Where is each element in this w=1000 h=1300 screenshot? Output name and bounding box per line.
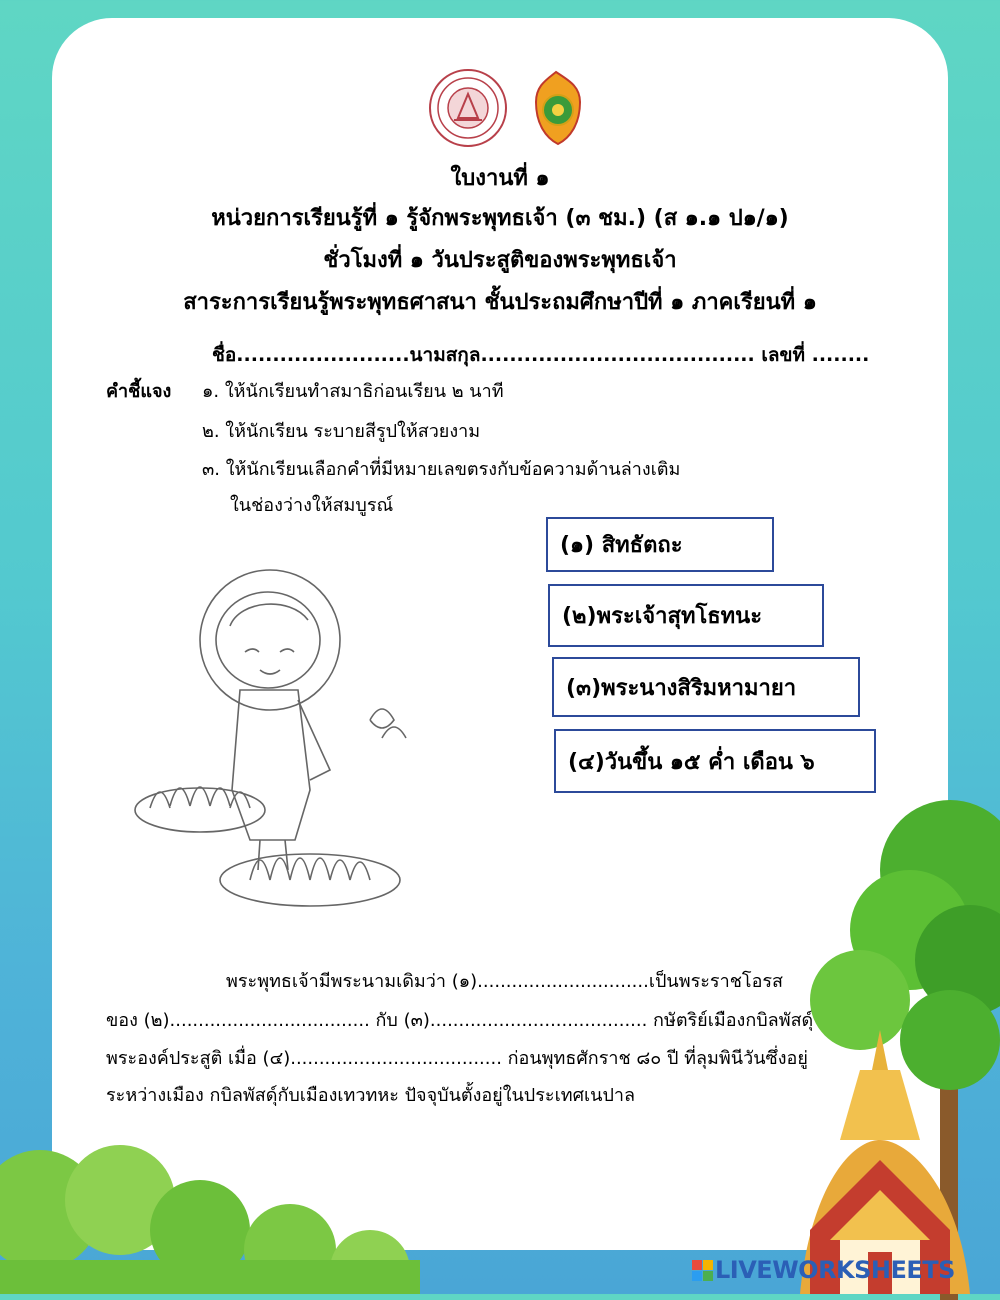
subject-title: สาระการเรียนรู้พระพุทธศาสนา ชั้นประถมศึกษาปีที่ ๑ ภาคเรียนที่ ๑	[183, 290, 817, 315]
baby-buddha-coloring-image	[120, 540, 430, 920]
direction-item: ๓. ให้นักเรียนเลือกคำที่มีหมายเลขตรงกับข้อความด้านล่างเติม	[202, 459, 681, 480]
answer-box-1[interactable]: (๑) สิทธัตถะ	[546, 517, 774, 572]
direction-item: ในช่องว่างให้สมบูรณ์	[230, 495, 394, 516]
school-logos	[428, 68, 588, 148]
passage-line: ระหว่างเมือง กบิลพัสดุ์กับเมืองเทวทหะ ปัจจุบันตั้งอยู่ในประเทศเนปาล	[106, 1085, 636, 1106]
passage-line: พระองค์ประสูติ เมื่อ (๔)..................................... ก่อนพุทธศักราช ๘๐ ปี ที่ลุมพินีวันซึ่งอยู่	[106, 1048, 808, 1069]
worksheet-title: ใบงานที่ ๑	[450, 166, 550, 191]
direction-item: ๑. ให้นักเรียนทำสมาธิก่อนเรียน ๒ นาที	[202, 381, 504, 402]
hour-title: ชั่วโมงที่ ๑ วันประสูติของพระพุทธเจ้า	[323, 248, 677, 273]
brand-text: LIVEWORKSHEETS	[715, 1256, 955, 1284]
answer-box-2[interactable]: (๒)พระเจ้าสุทโธทนะ	[548, 584, 824, 647]
liveworksheets-logo	[692, 1256, 955, 1284]
student-name-line: ชื่อ........................นามสกุล...................................... เลขที่ ........	[212, 344, 870, 366]
temple-decoration	[770, 1030, 1000, 1294]
passage-line: ของ (๒)................................... กับ (๓)...................................... กษัตริย์เมืองกบิลพัสดุ์	[106, 1010, 814, 1031]
passage-line: พระพุทธเจ้ามีพระนามเดิมว่า (๑)..............................เป็นพระราชโอรส	[226, 971, 784, 992]
bush-decoration	[0, 1140, 420, 1294]
answer-box-3[interactable]: (๓)พระนางสิริมหามายา	[552, 657, 860, 717]
answer-box-4[interactable]: (๔)วันขึ้น ๑๕ ค่ำ เดือน ๖	[554, 729, 876, 793]
unit-title: หน่วยการเรียนรู้ที่ ๑ รู้จักพระพุทธเจ้า (๓ ชม.) (ส ๑.๑ ป๑/๑)	[211, 206, 789, 231]
dharma-seal-logo	[430, 70, 506, 146]
directions-label: คำชี้แจง	[106, 381, 172, 402]
obec-logo	[536, 72, 580, 144]
direction-item: ๒. ให้นักเรียน ระบายสีรูปให้สวยงาม	[202, 421, 481, 442]
logo-cube-icon	[692, 1260, 713, 1281]
